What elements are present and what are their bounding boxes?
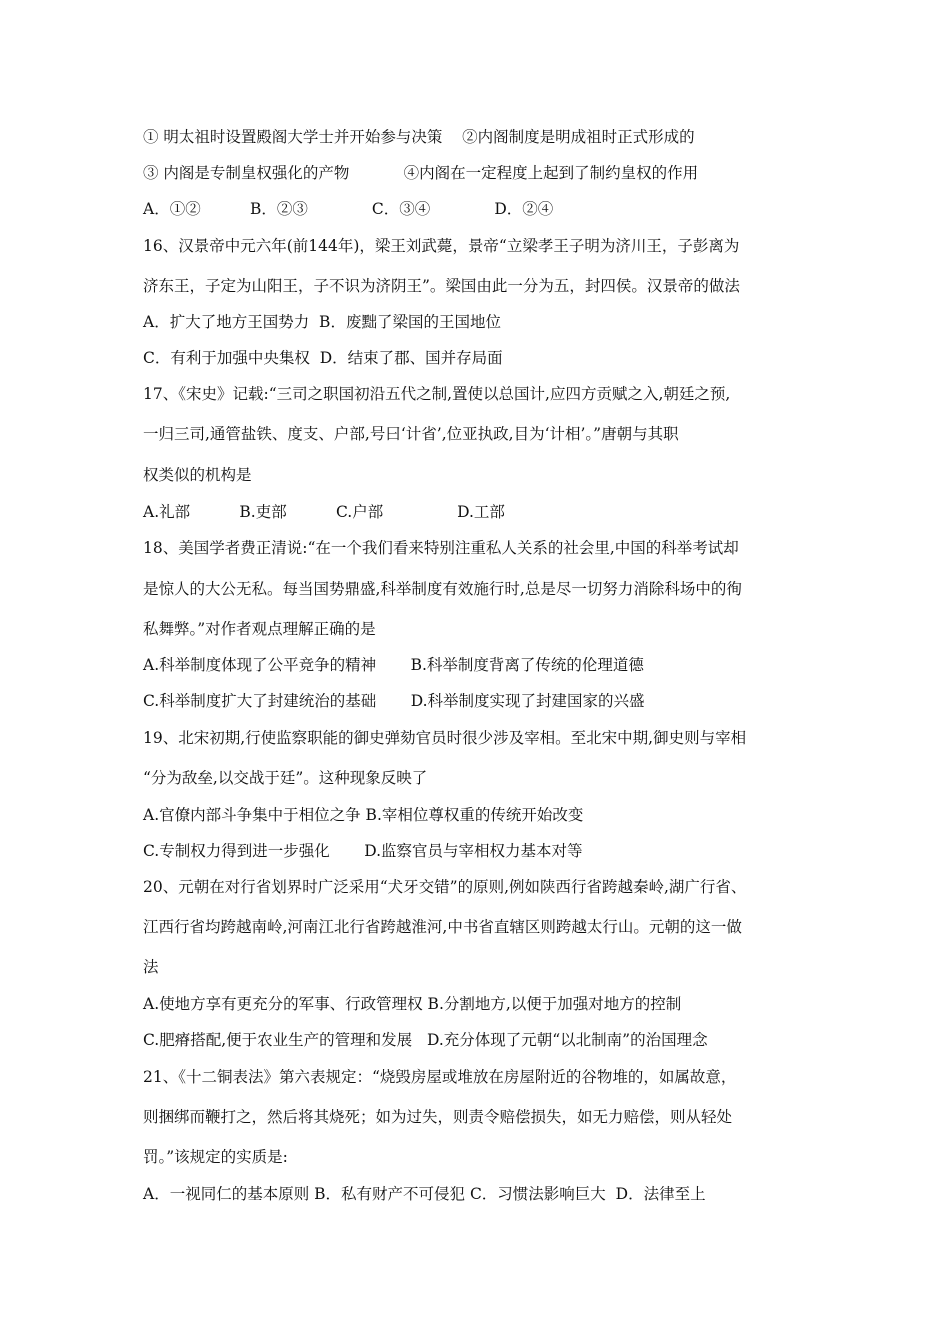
q21-stem-line-3: 罚。”该规定的实质是: bbox=[143, 1148, 288, 1166]
q15-options: A．①② B．②③ C．③④ D．②④ bbox=[143, 200, 554, 218]
q19-stem-line-1: 19、北宋初期,行使监察职能的御史弹劾官员时很少涉及宰相。至北宋中期,御史则与宰相 bbox=[143, 729, 747, 747]
q16-options-cd: C．有利于加强中央集权 D．结束了郡、国并存局面 bbox=[143, 349, 503, 367]
q21-options: A．一视同仁的基本原则 B．私有财产不可侵犯 C．习惯法影响巨大 D．法律至上 bbox=[143, 1185, 706, 1203]
q20-options-cd: C.肥瘠搭配,便于农业生产的管理和发展 D.充分体现了元朝“以北制南”的治国理念 bbox=[143, 1031, 708, 1049]
q16-options-ab: A．扩大了地方王国势力 B．废黜了梁国的王国地位 bbox=[143, 313, 501, 331]
q20-options-ab: A.使地方享有更充分的军事、行政管理权 B.分割地方,以便于加强对地方的控制 bbox=[143, 995, 682, 1013]
q16-stem-line-2: 济东王，子定为山阳王，子不识为济阴王”。梁国由此一分为五，封四侯。汉景帝的做法 bbox=[143, 277, 740, 295]
q17-stem-line-2: 一归三司,通管盐铁、度支、户部,号曰‘计省’,位亚执政,目为‘计相’。”唐朝与其职 bbox=[143, 425, 679, 443]
q19-options-ab: A.官僚内部斗争集中于相位之争 B.宰相位尊权重的传统开始改变 bbox=[143, 806, 584, 824]
q19-options-cd: C.专制权力得到进一步强化 D.监察官员与宰相权力基本对等 bbox=[143, 842, 583, 860]
q20-stem-line-2: 江西行省均跨越南岭,河南江北行省跨越淮河,中书省直辖区则跨越太行山。元朝的这一做 bbox=[143, 918, 742, 936]
q15-statement-line-1: ① 明太祖时设置殿阁大学士并开始参与决策 ②内阁制度是明成祖时正式形成的 bbox=[143, 128, 695, 146]
q18-options-ab: A.科举制度体现了公平竞争的精神 B.科举制度背离了传统的伦理道德 bbox=[143, 656, 644, 674]
q18-stem-line-2: 是惊人的大公无私。每当国势鼎盛,科举制度有效施行时,总是尽一切努力消除科场中的徇 bbox=[143, 580, 742, 598]
q18-options-cd: C.科举制度扩大了封建统治的基础 D.科举制度实现了封建国家的兴盛 bbox=[143, 692, 645, 710]
q20-stem-line-3: 法 bbox=[143, 958, 159, 976]
q16-stem-line-1: 16、汉景帝中元六年(前144年)，梁王刘武薨，景帝“立梁孝王子明为济川王，子彭离为 bbox=[143, 237, 740, 255]
q17-stem-line-3: 权类似的机构是 bbox=[143, 466, 252, 484]
q17-options: A.礼部 B.吏部 C.户部 D.工部 bbox=[143, 503, 505, 521]
q18-stem-line-1: 18、美国学者费正清说:“在一个我们看来特别注重私人关系的社会里,中国的科举考试却 bbox=[143, 539, 739, 557]
q21-stem-line-1: 21、《十二铜表法》第六表规定：“烧毁房屋或堆放在房屋附近的谷物堆的，如属故意， bbox=[143, 1068, 737, 1086]
q18-stem-line-3: 私舞弊。”对作者观点理解正确的是 bbox=[143, 620, 376, 638]
q20-stem-line-1: 20、元朝在对行省划界时广泛采用“犬牙交错”的原则,例如陕西行省跨越秦岭,湖广行省、 bbox=[143, 878, 747, 896]
q15-statement-line-2: ③ 内阁是专制皇权强化的产物 ④内阁在一定程度上起到了制约皇权的作用 bbox=[143, 164, 699, 182]
q17-stem-line-1: 17、《宋史》记载:“三司之职国初沿五代之制,置使以总国计,应四方贡赋之入,朝廷之预, bbox=[143, 385, 731, 403]
q21-stem-line-2: 则捆绑而鞭打之，然后将其烧死；如为过失，则责令赔偿损失，如无力赔偿，则从轻处 bbox=[143, 1108, 733, 1126]
q19-stem-line-2: “分为敌垒,以交战于廷”。这种现象反映了 bbox=[143, 769, 428, 787]
